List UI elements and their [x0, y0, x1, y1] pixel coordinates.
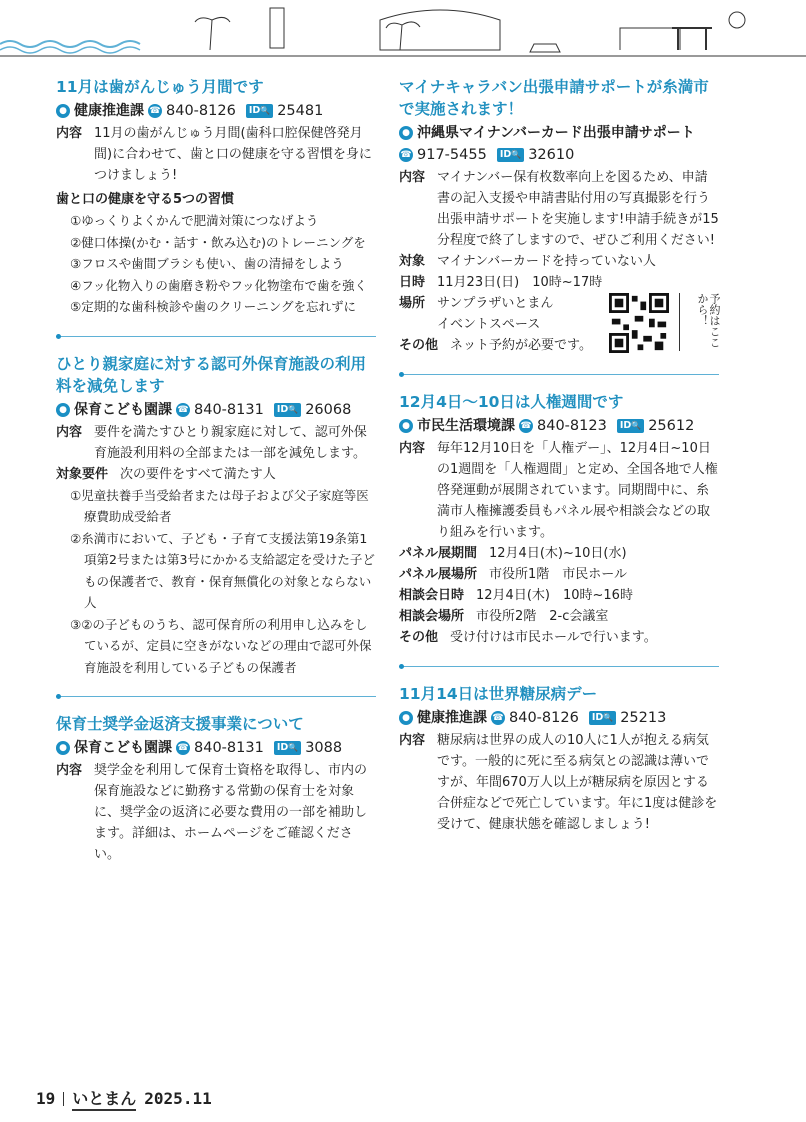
place-line: サンプラザいとまん: [437, 296, 554, 311]
content-row: [399, 251, 719, 272]
department: 健康推進課: [74, 103, 144, 119]
content-row: [56, 123, 376, 186]
section-title: 11月は歯がんじゅう月間です: [56, 78, 264, 96]
id-search-icon: ID🔍: [274, 403, 301, 417]
section-title: 12月4日～10日は人権週間です: [399, 393, 624, 411]
id-search-icon: ID🔍: [617, 419, 644, 433]
row-label: 内容: [56, 424, 83, 440]
content-row: [399, 585, 719, 606]
list-item: ①ゆっくりよくかんで肥満対策につなげよう: [70, 213, 319, 228]
content-row: [56, 760, 376, 865]
content-row: [399, 543, 719, 564]
row-value: 12月4日(木) 10時~16時: [476, 588, 633, 603]
row-value: マイナンバー保有枚数率向上を図るため、申請書の記入支援や申請書貼付用の写真撮影を行う出張申請サポートを実施します!申請手続きが15分程度で終了しますので、ぜひご利用ください!: [437, 170, 719, 248]
page-footer: [36, 1086, 212, 1111]
list-item: ③フロスや歯間ブラシも使い、歯の清掃をしよう: [70, 256, 344, 271]
person-icon: ●: [399, 126, 413, 140]
content-row: [399, 167, 719, 251]
section-title: マイナキャラバン出張申請サポートが糸満市で実施されます！: [399, 78, 709, 118]
row-label: 対象: [399, 254, 426, 269]
row-value: 要件を満たすひとり親家庭に対して、認可外保育施設利用料の全部または一部を減免します。: [94, 424, 367, 461]
contact-line: [399, 123, 719, 143]
contact-line: [56, 400, 376, 420]
section-my-number: [399, 76, 719, 356]
person-icon: ●: [56, 741, 70, 755]
department: 保育こども園課: [74, 401, 172, 418]
row-label: 内容: [56, 763, 83, 778]
section-teeth-month: [56, 76, 376, 318]
person-icon: ●: [56, 104, 70, 118]
divider: [399, 666, 719, 667]
row-value: 市役所2階 2-c会議室: [476, 609, 609, 624]
row-value: 11月23日(日) 10時~17時: [437, 275, 603, 290]
page-id: 25213: [620, 710, 667, 726]
row-value: ネット予約が必要です。: [450, 338, 592, 353]
page-number: 19: [36, 1089, 56, 1108]
row-label: 内容: [399, 170, 426, 185]
department: 市民生活環境課: [417, 418, 515, 434]
left-column: [56, 76, 376, 865]
magazine-logo: いとまん: [72, 1086, 136, 1111]
content-row: [399, 272, 719, 293]
page-id: 32610: [528, 147, 575, 163]
phone-icon: ☎: [400, 150, 412, 160]
contact-line: [56, 101, 376, 121]
phone-number: 840-8123: [537, 418, 607, 434]
row-label: 日時: [399, 275, 426, 290]
phone-number: 917-5455: [417, 147, 487, 163]
row-label: パネル展場所: [399, 567, 478, 582]
id-search-icon: ID🔍: [274, 741, 301, 755]
id-search-icon: ID🔍: [246, 104, 273, 118]
phone-number: 840-8126: [509, 710, 579, 726]
page-id: 26068: [305, 401, 352, 418]
phone-number: 840-8126: [166, 103, 236, 119]
qr-note: 予約はここから！: [679, 293, 720, 351]
row-value: 11月の歯がんじゅう月間(歯科口腔保健啓発月間)に合わせて、歯と口の健康を守る習慣を身につけましょう!: [94, 126, 372, 183]
person-icon: ●: [399, 419, 413, 433]
row-label: 内容: [399, 733, 426, 748]
row-label: その他: [399, 630, 439, 645]
department: 保育こども園課: [74, 740, 172, 756]
row-label: 相談会日時: [399, 588, 465, 603]
section-title: ひとり親家庭に対する認可外保育施設の利用料を減免します: [56, 354, 367, 395]
person-icon: ●: [399, 711, 413, 725]
row-value: 奨学金を利用して保育士資格を取得し、市内の保育施設などに勤務する常勤の保育士を対象に、奨学金の返済に必要な費用の一部を補助します。詳細は、ホームページをご確認ください。: [94, 763, 368, 862]
department: 沖縄県マイナンバーカード出張申請サポート: [417, 125, 695, 141]
section-diabetes: [399, 683, 719, 835]
list-item: ⑤定期的な歯科検診や歯のクリーニングを忘れずに: [70, 299, 356, 314]
content-row: [56, 464, 376, 485]
row-label: パネル展期間: [399, 546, 478, 561]
section-single-parent: [56, 353, 376, 679]
phone-number: 840-8131: [194, 401, 264, 418]
row-label: その他: [399, 338, 439, 353]
id-search-icon: ID🔍: [589, 711, 616, 725]
row-label: 場所: [399, 296, 426, 311]
place-line: イベントスペース: [437, 317, 541, 332]
contact-line: [56, 738, 376, 758]
row-value: 市役所1階 市民ホール: [489, 567, 628, 582]
right-column: [399, 76, 719, 835]
issue-date: 2025.11: [144, 1089, 212, 1108]
content-row: [399, 438, 719, 543]
list-item: ②糸満市において、子ども・子育て支援法第19条第1項第2号または第3号にかかる支給認定を受けた子どもの保護者で、教育・保育無償化の対象とならない人: [70, 530, 375, 610]
phone-icon: ☎: [520, 421, 532, 431]
section-human-rights: [399, 391, 719, 648]
row-value: 毎年12月10日を「人権デー」、12月4日~10日の1週間を「人権週間」と定め、全国各地で人権啓発運動が展開されています。同期間中に、糸満市人権擁護委員もパネル展や相談会などの取り組みを行います。: [437, 441, 718, 540]
row-label: 対象要件: [56, 466, 109, 482]
list-item: ④フッ化物入りの歯磨き粉やフッ化物塗布で歯を強く: [70, 277, 367, 293]
footer-divider: [63, 1092, 64, 1106]
habits-title: 歯と口の健康を守る5つの習慣: [56, 192, 235, 207]
page-id: 25612: [648, 418, 695, 434]
place-block: [399, 293, 719, 356]
list-item: ③②の子どものうち、認可保育所の利用申し込みをしているが、定員に空きがないなどの理由で認可外保育施設を利用している子どもの保護者: [70, 616, 372, 675]
content-row: [399, 730, 719, 835]
row-value: 次の要件をすべて満たす人: [120, 466, 276, 482]
phone-icon: ☎: [149, 106, 161, 116]
list-item: ①児童扶養手当受給者または母子および父子家庭等医療費助成受給者: [70, 487, 369, 524]
divider: [56, 336, 376, 337]
page-id: 25481: [277, 103, 324, 119]
phone-icon: ☎: [177, 743, 189, 753]
qr-code[interactable]: [609, 293, 669, 353]
row-label: 相談会場所: [399, 609, 465, 624]
contact-line: [399, 416, 719, 436]
qr-block: [609, 293, 719, 355]
contact-line: [399, 145, 719, 165]
content-row: [399, 627, 719, 648]
section-title: 保育士奨学金返済支援事業について: [56, 715, 304, 733]
content-row: [399, 606, 719, 627]
person-icon: ●: [56, 403, 70, 417]
list-item: ②健口体操(かむ・話す・飲み込む)のトレーニングを: [70, 234, 366, 250]
section-title: 11月14日は世界糖尿病デー: [399, 685, 598, 703]
phone-number: 840-8131: [194, 740, 264, 756]
phone-icon: ☎: [492, 713, 504, 723]
row-value: 受け付けは市民ホールで行います。: [450, 630, 657, 645]
row-value: マイナンバーカードを持っていない人: [437, 254, 656, 269]
content-row: [399, 564, 719, 585]
section-scholarship: [56, 713, 376, 865]
row-label: 内容: [399, 441, 426, 456]
phone-icon: ☎: [177, 404, 189, 415]
row-value: 12月4日(木)~10日(水): [489, 546, 627, 561]
row-value: 糖尿病は世界の成人の10人に1人が抱える病気です。一般的に死に至る病気との認識は薄いですが、年間670万人以上が糖尿病を原因とする合併症などで死亡しています。年に1度は健診を受けて、健康状態を確認しましょう!: [437, 733, 718, 832]
divider: [56, 696, 376, 697]
header-illustration: [0, 0, 806, 72]
page-id: 3088: [305, 740, 343, 756]
row-label: 内容: [56, 126, 83, 141]
id-search-icon: ID🔍: [497, 148, 524, 162]
department: 健康推進課: [417, 710, 487, 726]
content-row: [56, 422, 376, 464]
divider: [399, 374, 719, 375]
contact-line: [399, 708, 719, 728]
